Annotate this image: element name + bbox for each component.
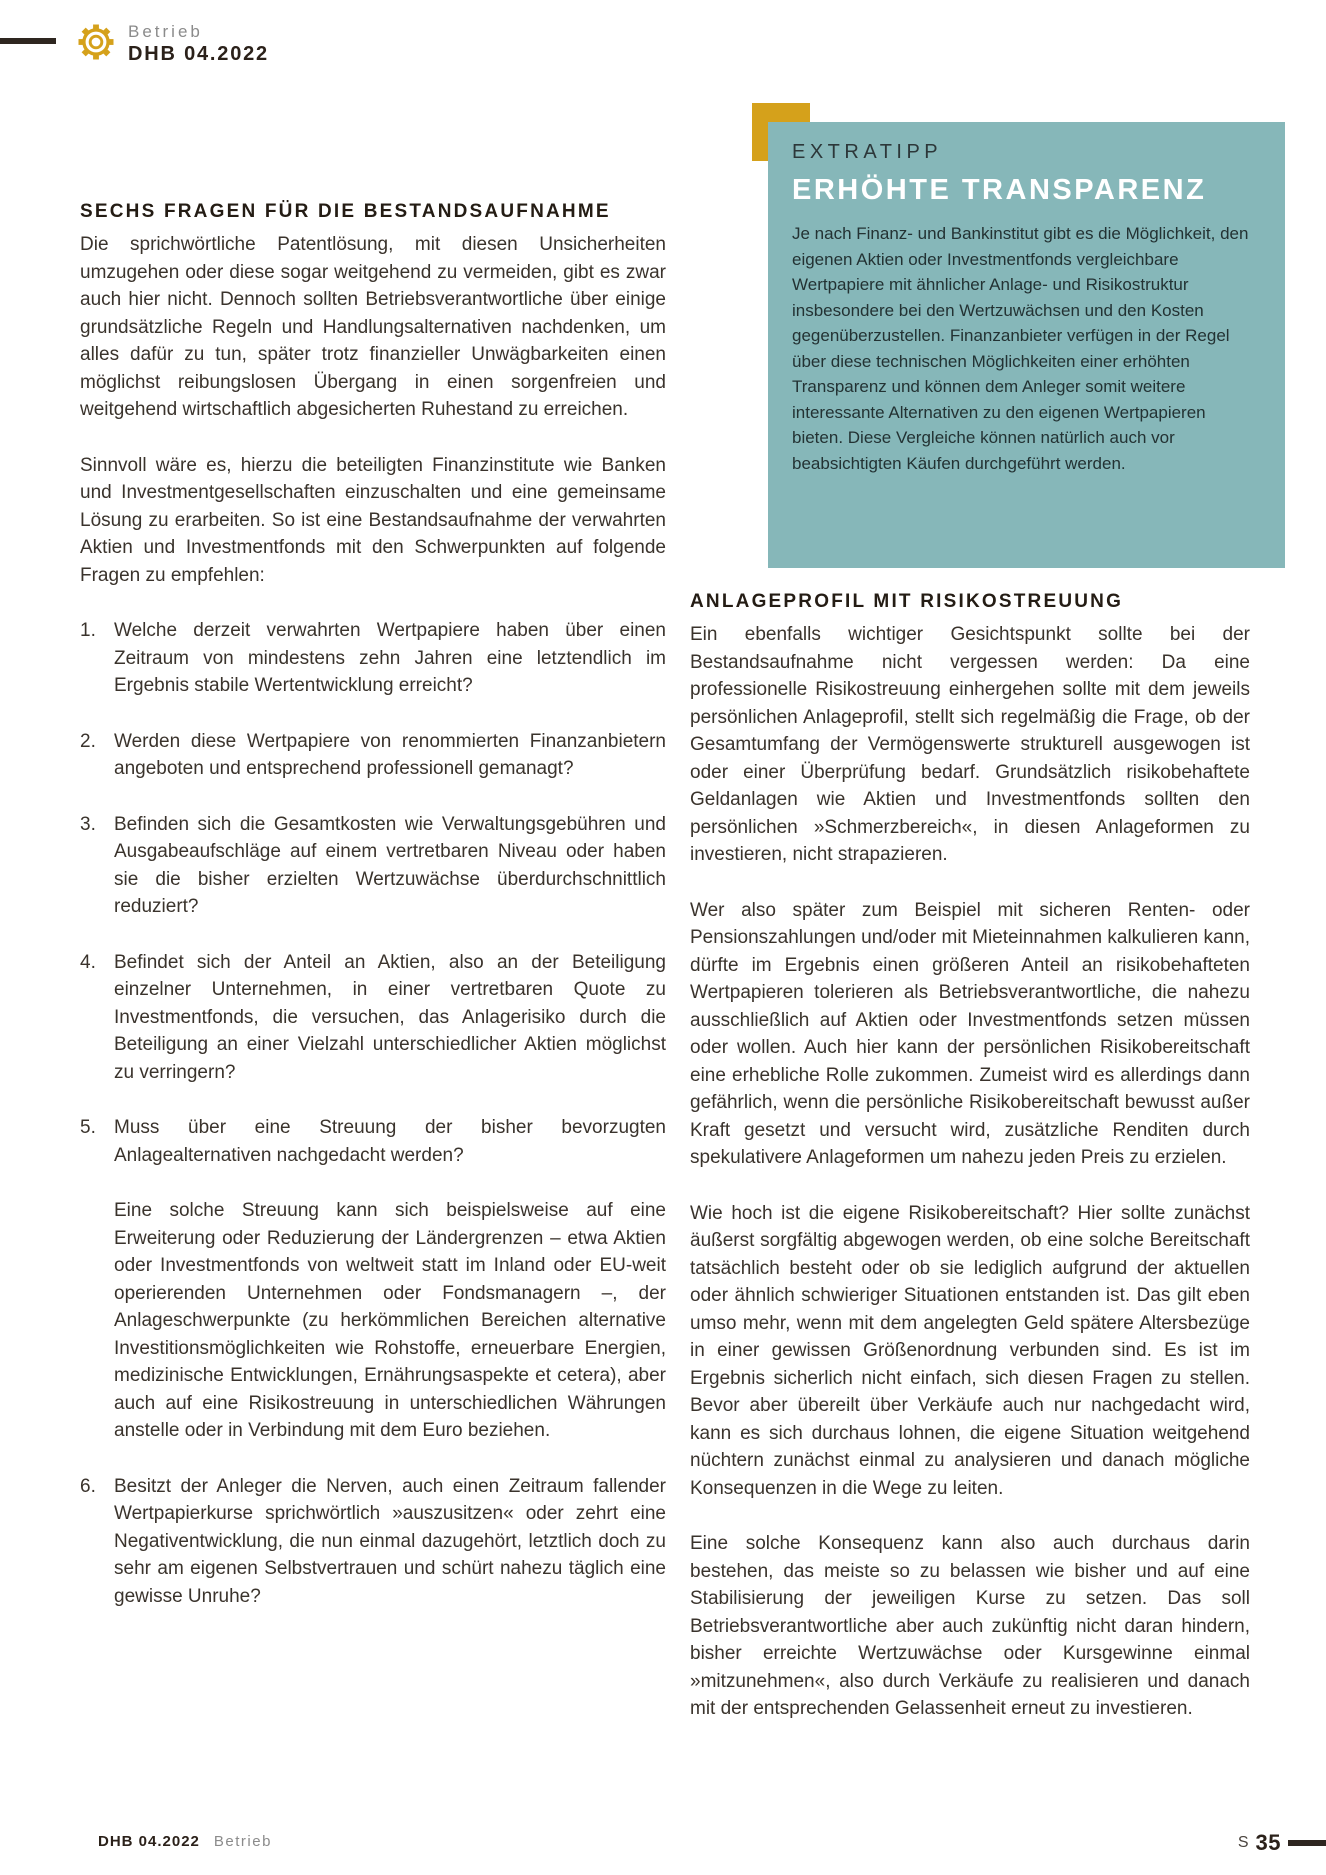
list-item: [80, 617, 666, 700]
list-item-text: Besitzt der Anleger die Nerven, auch einen Zeitraum fallender Wertpapierkurse sprichwörtlich »auszusitzen« oder zehrt eine Negativentwicklung, die nun einmal dazugehört, letztlich doch zu sehr am eigenen Selbstvertrauen und schürt nahezu täglich eine gewisse Unruhe?: [114, 1475, 666, 1607]
left-column-heading: SECHS FRAGEN FÜR DIE BESTANDSAUFNAHME: [80, 201, 611, 222]
page-header: [76, 22, 269, 66]
paragraph: Eine solche Konsequenz kann also auch durchaus darin bestehen, das meiste so zu belassen wie bisher und auf eine Stabilisierung der jeweiligen Kurse zu setzen. Das soll Betriebsverantwortliche aber auch zukünftig nicht daran hindern, bisher erreichte Wertzuwächse oder Kursgewinne einmal »mitzunehmen«, also durch Verkäufe zu realisieren und danach mit der entsprechenden Gelassenheit erneut zu investieren.: [690, 1533, 1250, 1719]
list-item-text: [114, 1114, 666, 1445]
paragraph: Ein ebenfalls wichtiger Gesichtspunkt sollte bei der Bestandsaufnahme nicht vergessen werden: Da eine professionelle Risikostreuung einhergehen sollte mit dem jeweils persönlichen Anlageprofil, stellt sich regelmäßig die Frage, ob der Gesamtumfang der Vermögenswerte strukturell ausgewogen ist oder einer Überprüfung bedarf. Grundsätzlich risikobehaftete Geldanlagen wie Aktien und Investmentfonds sollten den persönlichen »Schmerzbereich«, in diesen Anlageformen zu investieren, nicht strapazieren.: [690, 624, 1250, 865]
list-item-number: 4.: [80, 951, 96, 973]
extratipp-title: ERHÖHTE TRANSPARENZ: [792, 174, 1207, 206]
paragraph: Sinnvoll wäre es, hierzu die beteiligten Finanzinstitute wie Banken und Investmentgesellschaften einzuschalten und eine gemeinsame Lösung zu erarbeiten. So ist eine Bestandsaufnahme der verwahrten Aktien und Investmentfonds mit den Schwerpunkten auf folgende Fragen zu empfehlen:: [80, 454, 666, 586]
paragraph: Wie hoch ist die eigene Risikobereitschaft? Hier sollte zunächst äußerst sorgfältig abgewogen werden, ob eine solche Bereitschaft tatsächlich besteht oder ob sie lediglich aufgrund der aktuellen oder ähnlich schwieriger Situationen entstanden ist. Das gilt eben umso mehr, wenn mit dem angelegten Geld spätere Altersbezüge in einer gewissen Größenordnung verbunden sind. Es ist im Ergebnis sicherlich nicht einfach, sich diesen Fragen zu stellen. Bevor aber übereilt über Verkäufe auch nur nachgedacht wird, kann es sich durchaus lohnen, die eigene Situation weitgehend nüchtern zunächst einmal zu analysieren und danach mögliche Konsequenzen in die Wege zu leiten.: [690, 1202, 1250, 1499]
issue-title: DHB 04.2022: [128, 43, 269, 65]
extratipp-box: [768, 122, 1285, 568]
list-item-text-main: Muss über eine Streuung der bisher bevorzugten Anlagealternativen nachgedacht werden?: [114, 1117, 666, 1166]
paragraph: Die sprichwörtliche Patentlösung, mit diesen Unsicherheiten umzugehen oder diese sogar weitgehend zu vermeiden, gibt es zwar auch hier nicht. Dennoch sollten Betriebsverantwortliche über einige grundsätzliche Regeln und Handlungsalternativen nachdenken, um alles dafür zu tun, später trotz finanzieller Unwägbarkeiten einen möglichst reibungslosen Übergang in einen sorgenfreien und weitgehend wirtschaftlich abgesicherten Ruhestand zu erreichen.: [80, 234, 666, 420]
top-left-rule: [0, 38, 56, 44]
footer-page-number: 35: [1255, 1830, 1281, 1855]
list-item-text: Werden diese Wertpapiere von renommierten Finanzanbietern angeboten und entsprechend professionell gemanagt?: [114, 730, 666, 779]
extratipp-label: EXTRATIPP: [792, 141, 943, 163]
list-item: [80, 949, 666, 1087]
list-item-number: 3.: [80, 813, 96, 835]
brand-text: [128, 22, 269, 66]
gear-icon: [76, 22, 116, 62]
list-item-number: 1.: [80, 620, 96, 641]
list-item-subparagraph: Eine solche Streuung kann sich beispielsweise auf eine Erweiterung oder Reduzierung der Ländergrenzen – etwa Aktien oder Investmentfonds von weltweit statt im Inland oder EU-weit operierenden Unternehmen oder Fondsmanagern –, der Anlageschwerpunkte (zu herkömmlichen Bereichen alternative Investitionsmöglichkeiten wie Rohstoffe, erneuerbare Energien, medizinische Entwicklungen, Ernährungsaspekte et cetera), aber auch auf eine Risikostreuung in unterschiedlichen Währungen anstelle oder in Verbindung mit dem Euro beziehen.: [114, 1200, 666, 1441]
right-column-heading: ANLAGEPROFIL MIT RISIKOSTREUUNG: [690, 591, 1124, 612]
list-item-text: Befinden sich die Gesamtkosten wie Verwaltungsgebühren und Ausgabeaufschläge auf einem vertretbaren Niveau oder haben sie die bisher erzielten Wertzuwächse überdurchschnittlich reduziert?: [114, 813, 666, 917]
footer-page-prefix: S: [1237, 1834, 1249, 1851]
bottom-right-rule: [1288, 1840, 1326, 1846]
list-item: [80, 728, 666, 783]
list-item: [80, 1473, 666, 1611]
paragraph: Wer also später zum Beispiel mit sicheren Renten- oder Pensionszahlungen und/oder mit Mieteinnahmen kalkulieren kann, dürfte im Ergebnis einen größeren Anteil an risikobehafteten Wertpapieren tolerieren als Betriebsverantwortliche, die nahezu ausschließlich auf Aktien oder Investmentfonds setzen müssen oder wollen. Auch hier kann der persönlichen Risikobereitschaft eine erhebliche Rolle zukommen. Zumeist wird es allerdings dann gefährlich, wenn die persönliche Risikobereitschaft bewusst außer Kraft gesetzt und versucht wird, zusätzliche Renditen durch spekulativere Anlageformen um nahezu jeden Preis zu erzielen.: [690, 899, 1250, 1168]
left-column: [80, 200, 666, 1638]
footer-section: Betrieb: [213, 1833, 272, 1850]
list-item: [80, 811, 666, 921]
footer-right: [1238, 1830, 1326, 1856]
list-item-number: 6.: [80, 1475, 96, 1497]
list-item-text: Welche derzeit verwahrten Wertpapiere haben über einen Zeitraum von mindestens zehn Jahren eine letztendlich im Ergebnis stabile Wertentwicklung erreicht?: [114, 620, 666, 696]
question-list: [80, 617, 666, 1610]
section-label: Betrieb: [128, 22, 203, 41]
right-column: [690, 590, 1250, 1751]
footer-left: [98, 1833, 272, 1850]
list-item: [80, 1114, 666, 1445]
list-item-number: 5.: [80, 1117, 96, 1138]
extratipp-body: Je nach Finanz- und Bankinstitut gibt es die Möglichkeit, den eigenen Aktien oder Investmentfonds vergleichbare Wertpapiere mit ähnlicher Anlage- und Risikostruktur insbesondere bei den Wertzuwächsen und den Kosten gegenüberzustellen. Finanzanbieter verfügen in der Regel über diese technischen Möglichkeiten einer erhöhten Transparenz und können dem Anleger somit weitere interessante Alternativen zu den eigenen Wertpapieren bieten. Diese Vergleiche können natürlich auch vor beabsichtigten Käufen durchgeführt werden.: [792, 224, 1249, 473]
list-item-number: 2.: [80, 730, 96, 752]
footer-issue: DHB 04.2022: [98, 1833, 200, 1850]
list-item-text: Befindet sich der Anteil an Aktien, also an der Beteiligung einzelner Unternehmen, in einer vertretbaren Quote zu Investmentfonds, die versuchen, das Anlagerisiko durch die Beteiligung an einer Vielzahl unterschiedlicher Aktien möglichst zu verringern?: [114, 951, 666, 1083]
